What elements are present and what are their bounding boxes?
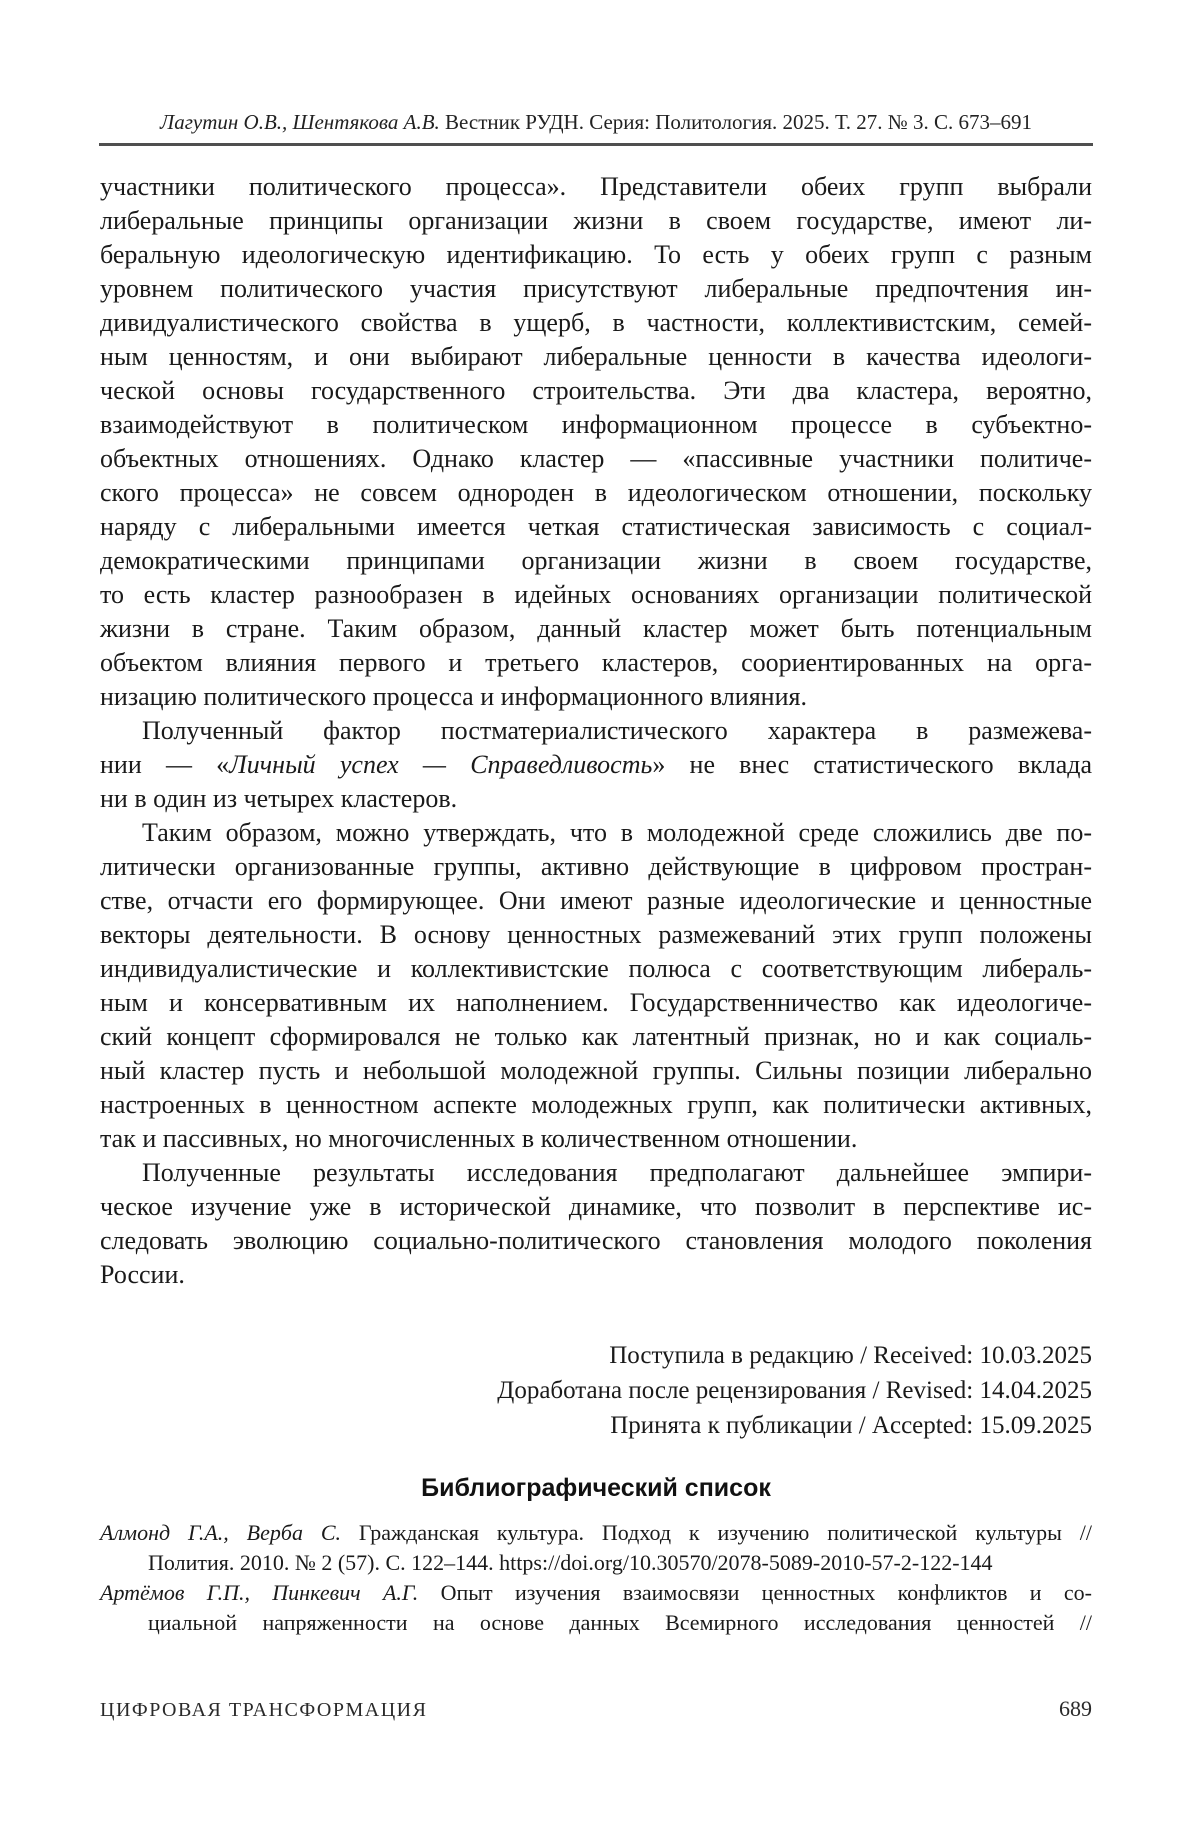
bibliography-entry (100, 1518, 1092, 1578)
text-segment: жизни в стране. Таким образом, данный кластер может быть потенциальным (100, 614, 1092, 643)
italic-text: Алмонд Г.А., Верба С. (100, 1520, 342, 1545)
revised-line: Доработана после рецензирования / Revised: 14.04.2025 (497, 1377, 1092, 1404)
article-body (100, 170, 1092, 1292)
header-authors: Лагутин О.В., Шентякова А.В. (159, 110, 440, 134)
italic-text: Личный успех — Справедливость (229, 750, 653, 779)
body-line (100, 204, 1092, 238)
body-line (100, 578, 1092, 612)
body-line (100, 646, 1092, 680)
bibliography-line (100, 1578, 1092, 1608)
text-segment: объектных отношениях. Однако кластер — «пассивные участники политиче- (100, 444, 1092, 473)
text-segment: ный кластер пусть и небольшой молодежной группы. Сильны позиции либерально (100, 1056, 1092, 1085)
body-line (100, 1156, 1092, 1190)
text-segment: нии — « (100, 750, 230, 779)
body-line (100, 748, 1092, 782)
text-segment: наряду с либеральными имеется четкая статистическая зависимость с социал- (100, 512, 1092, 541)
text-segment: то есть кластер разнообразен в идейных основаниях организации политической (100, 580, 1092, 609)
body-line (100, 1122, 1092, 1156)
page-footer (100, 1696, 1092, 1722)
text-segment: ческой основы государственного строительства. Эти два кластера, вероятно, (100, 376, 1092, 405)
text-segment: Таким образом, можно утверждать, что в молодежной среде сложились две по- (142, 818, 1092, 847)
body-line (100, 408, 1092, 442)
body-line (100, 952, 1092, 986)
header-citation: Вестник РУДН. Серия: Политология. 2025. Т. 27. № 3. С. 673–691 (439, 110, 1033, 134)
body-line (100, 340, 1092, 374)
body-line (100, 374, 1092, 408)
text-segment: Полученные результаты исследования предполагают дальнейшее эмпири- (142, 1158, 1092, 1187)
body-line (100, 442, 1092, 476)
text-segment: ского процесса» не совсем однороден в идеологическом отношении, поскольку (100, 478, 1092, 507)
text-segment: ский концепт сформировался не только как латентный признак, но и как социаль- (100, 1022, 1092, 1051)
received-line: Поступила в редакцию / Received: 10.03.2025 (609, 1342, 1092, 1369)
text-segment: ческое изучение уже в исторической динамике, что позволит в перспективе ис- (100, 1192, 1092, 1221)
body-line (100, 510, 1092, 544)
running-header (100, 110, 1092, 135)
bibliography-entry (100, 1578, 1092, 1638)
text-segment: ным и консервативным их наполнением. Государственничество как идеологиче- (100, 988, 1092, 1017)
text-segment: Полития. 2010. № 2 (57). С. 122–144. https://doi.org/10.30570/2078-5089-2010-57-2-122-144 (148, 1550, 993, 1575)
text-segment: уровнем политического участия присутствуют либеральные предпочтения ин- (100, 274, 1092, 303)
section-label: ЦИФРОВАЯ ТРАНСФОРМАЦИЯ (100, 1699, 428, 1721)
body-line (100, 816, 1092, 850)
text-segment: Гражданская культура. Подход к изучению политической культуры // (341, 1520, 1092, 1545)
header-rule (99, 143, 1093, 146)
text-segment: стве, отчасти его формирующее. Они имеют разные идеологические и ценностные (100, 886, 1092, 915)
body-line (100, 1190, 1092, 1224)
body-line (100, 782, 1092, 816)
body-line (100, 612, 1092, 646)
italic-text: Артёмов Г.П., Пинкевич А.Г. (100, 1580, 419, 1605)
submission-dates (100, 1338, 1092, 1443)
text-segment: демократическими принципами организации жизни в своем государстве, (100, 546, 1092, 575)
body-line (100, 1224, 1092, 1258)
text-segment: литически организованные группы, активно действующие в цифровом простран- (100, 852, 1092, 881)
text-segment: Полученный фактор постматериалистического характера в размежева- (142, 716, 1092, 745)
text-segment: так и пассивных, но многочисленных в количественном отношении. (100, 1124, 858, 1153)
text-segment: индивидуалистические и коллективистские полюса с соответствующим либераль- (100, 954, 1092, 983)
text-segment: дивидуалистического свойства в ущерб, в частности, коллективистским, семей- (100, 308, 1092, 337)
body-line (100, 1020, 1092, 1054)
bibliography-heading: Библиографический список (421, 1474, 771, 1502)
text-segment: следовать эволюцию социально-политического становления молодого поколения (100, 1226, 1092, 1255)
body-line (100, 306, 1092, 340)
bibliography-line (100, 1608, 1092, 1638)
bibliography-line (100, 1518, 1092, 1548)
body-line (100, 850, 1092, 884)
text-segment: настроенных в ценностном аспекте молодежных групп, как политически активных, (100, 1090, 1092, 1119)
accepted-line: Принята к публикации / Accepted: 15.09.2025 (610, 1412, 1092, 1439)
body-line (100, 170, 1092, 204)
body-line (100, 238, 1092, 272)
text-segment: России. (100, 1260, 185, 1289)
bibliography-list (100, 1518, 1092, 1638)
body-line (100, 1258, 1092, 1292)
text-segment: векторы деятельности. В основу ценностных размежеваний этих групп положены (100, 920, 1092, 949)
body-line (100, 272, 1092, 306)
body-line (100, 1054, 1092, 1088)
text-segment: беральную идеологическую идентификацию. То есть у обеих групп с разным (100, 240, 1092, 269)
body-line (100, 714, 1092, 748)
bibliography-line (100, 1548, 1092, 1578)
page-number: 689 (1059, 1696, 1092, 1721)
text-segment: взаимодействуют в политическом информационном процессе в субъектно- (100, 410, 1092, 439)
body-line (100, 884, 1092, 918)
text-segment: циальной напряженности на основе данных Всемирного исследования ценностей // (148, 1610, 1092, 1635)
text-segment: » не внес статистического вклада (652, 750, 1093, 779)
text-segment: ни в один из четырех кластеров. (100, 784, 458, 813)
text-segment: либеральные принципы организации жизни в своем государстве, имеют ли- (100, 206, 1092, 235)
text-segment: участники политического процесса». Представители обеих групп выбрали (100, 172, 1092, 201)
text-segment: объектом влияния первого и третьего кластеров, соориентированных на орга- (100, 648, 1092, 677)
body-line (100, 544, 1092, 578)
body-line (100, 680, 1092, 714)
body-line (100, 918, 1092, 952)
body-line (100, 1088, 1092, 1122)
text-segment: Опыт изучения взаимосвязи ценностных конфликтов и со- (418, 1580, 1092, 1605)
text-segment: низацию политического процесса и информационного влияния. (100, 682, 807, 711)
text-segment: ным ценностям, и они выбирают либеральные ценности в качества идеологи- (100, 342, 1092, 371)
body-line (100, 476, 1092, 510)
body-line (100, 986, 1092, 1020)
